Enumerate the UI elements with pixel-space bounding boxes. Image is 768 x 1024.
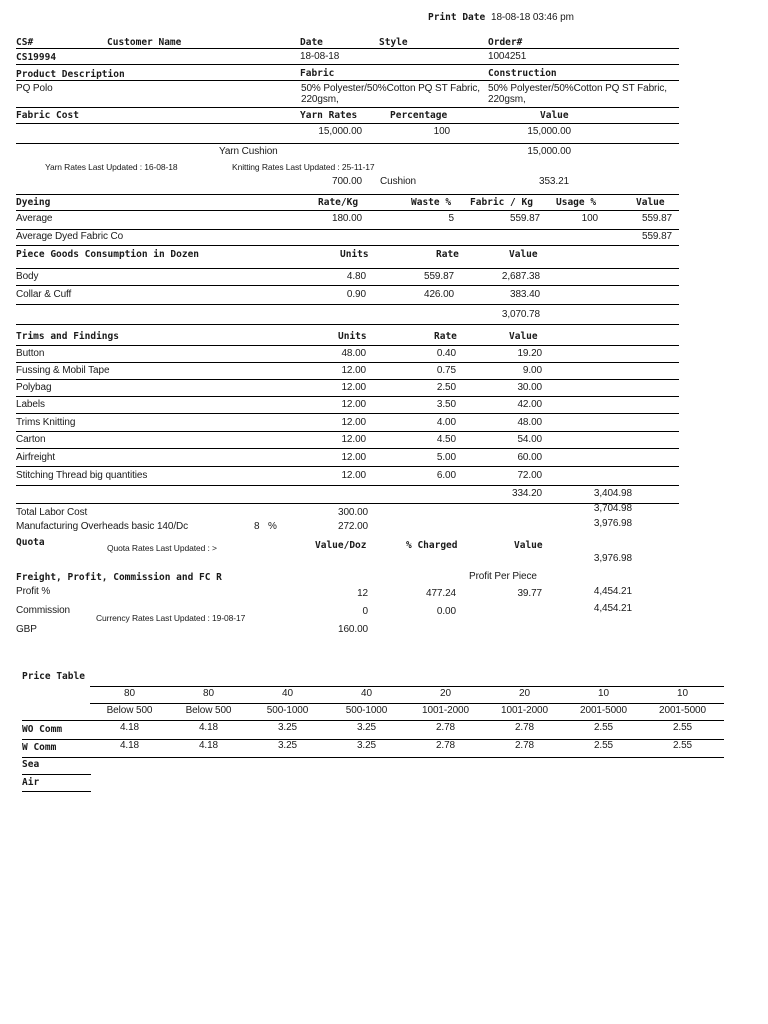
- currency-label: GBP: [16, 624, 37, 635]
- trim-row-value: 30.00: [517, 382, 542, 393]
- price-cell: 4.18: [198, 722, 219, 733]
- value-per-doz-label: Value/Doz: [315, 540, 367, 551]
- divider: [16, 345, 679, 346]
- yarn-cushion-value: 15,000.00: [527, 146, 571, 157]
- price-cell: 2.78: [514, 740, 535, 751]
- construction-label: Construction: [488, 68, 557, 79]
- price-cell: 2.55: [672, 722, 693, 733]
- trim-row-value: 60.00: [517, 452, 542, 463]
- price-range-header: Below 500: [185, 705, 232, 716]
- divider: [16, 245, 679, 246]
- trim-row-name: Button: [16, 348, 45, 359]
- consumption-row-value: 2,687.38: [501, 271, 540, 282]
- price-range-header: 2001-5000: [659, 705, 706, 716]
- consumption-row-rate: 426.00: [424, 289, 454, 300]
- fabric-value-line2: 220gsm,: [301, 94, 339, 105]
- trim-row-value: 72.00: [517, 470, 542, 481]
- percentage-label: Percentage: [390, 110, 448, 121]
- price-cell: 2.78: [435, 740, 456, 751]
- product-description-value: PQ Polo: [16, 83, 53, 94]
- quota-label: Quota: [16, 537, 45, 548]
- consumption-units-label: Units: [340, 249, 369, 260]
- avg-dyed-fabric-label: Average Dyed Fabric Co: [16, 231, 124, 242]
- overheads-percent-sign: %: [268, 521, 277, 532]
- commission-value: 0.00: [436, 606, 456, 617]
- cs-number: CS19994: [16, 52, 57, 63]
- price-range-header: 2001-5000: [580, 705, 627, 716]
- price-qty-header: 80: [203, 688, 214, 699]
- divider: [16, 80, 679, 81]
- trim-row-rate: 0.40: [436, 348, 456, 359]
- divider: [16, 362, 679, 363]
- trim-row-name: Airfreight: [16, 452, 56, 463]
- trims-units-label: Units: [338, 331, 367, 342]
- quota-running-total: 3,976.98: [593, 553, 632, 564]
- trim-row-units: 12.00: [341, 434, 366, 445]
- trim-row-rate: 6.00: [436, 470, 456, 481]
- trim-row-rate: 2.50: [436, 382, 456, 393]
- trims-total: 334.20: [512, 488, 542, 499]
- price-cell: 4.18: [119, 722, 140, 733]
- consumption-label: Piece Goods Consumption in Dozen: [16, 249, 200, 260]
- cushion-label: Cushion: [380, 176, 416, 187]
- consumption-row-rate: 559.87: [424, 271, 454, 282]
- fabric-label: Fabric: [300, 68, 335, 79]
- divider: [16, 485, 679, 486]
- divider: [16, 107, 679, 108]
- construction-value-line1: 50% Polyester/50%Cotton PQ ST Fabric,: [488, 83, 667, 94]
- divider: [16, 64, 679, 65]
- rate-per-kg-label: Rate/Kg: [318, 197, 359, 208]
- divider: [16, 431, 679, 432]
- dyeing-rate: 180.00: [332, 213, 362, 224]
- commission-percent-value: 0: [362, 606, 368, 617]
- divider: [22, 774, 91, 775]
- trims-label: Trims and Findings: [16, 331, 119, 342]
- overheads-label: Manufacturing Overheads basic 140/Dc: [16, 521, 189, 532]
- price-cell: 4.18: [119, 740, 140, 751]
- price-qty-header: 20: [440, 688, 451, 699]
- avg-dyed-fabric-value: 559.87: [642, 231, 672, 242]
- divider: [22, 720, 724, 721]
- price-row-label: W Comm: [22, 742, 57, 753]
- construction-value-line2: 220gsm,: [488, 94, 526, 105]
- trim-row-rate: 4.00: [436, 417, 456, 428]
- trim-row-name: Polybag: [16, 382, 52, 393]
- date-value: 18-08-18: [300, 51, 340, 62]
- commission-running-total: 4,454.21: [593, 603, 632, 614]
- overheads-value: 272.00: [338, 521, 368, 532]
- labor-label: Total Labor Cost: [16, 507, 88, 518]
- trim-row-value: 9.00: [522, 365, 542, 376]
- price-row-label: Air: [22, 777, 40, 788]
- divider: [16, 229, 679, 230]
- percent-charged-label: % Charged: [406, 540, 458, 551]
- trim-row-rate: 3.50: [436, 399, 456, 410]
- freight-label: Freight, Profit, Commission and FC R: [16, 572, 222, 583]
- profit-per-piece-value: 39.77: [517, 588, 542, 599]
- consumption-row-units: 4.80: [346, 271, 366, 282]
- yarn-cushion-label: Yarn Cushion: [219, 146, 278, 157]
- overheads-running-total: 3,976.98: [593, 518, 632, 529]
- consumption-value-label: Value: [509, 249, 538, 260]
- dyeing-usage: 100: [581, 213, 598, 224]
- trim-row-units: 12.00: [341, 399, 366, 410]
- price-cell: 4.18: [198, 740, 219, 751]
- price-qty-header: 80: [124, 688, 135, 699]
- yarn-rates-label: Yarn Rates: [300, 110, 358, 121]
- value-label: Value: [540, 110, 569, 121]
- divider: [22, 757, 724, 758]
- dyeing-waste: 5: [448, 213, 454, 224]
- commission-label: Commission: [16, 605, 71, 616]
- currency-rate-value: 160.00: [338, 624, 368, 635]
- divider: [16, 143, 679, 144]
- fabric-per-kg-label: Fabric / Kg: [470, 197, 533, 208]
- consumption-row-name: Collar & Cuff: [16, 289, 72, 300]
- dyeing-row-label: Average: [16, 213, 53, 224]
- knitting-value: 700.00: [332, 176, 362, 187]
- price-qty-header: 20: [519, 688, 530, 699]
- price-cell: 3.25: [277, 740, 298, 751]
- profit-value: 477.24: [426, 588, 456, 599]
- price-cell: 2.55: [593, 722, 614, 733]
- trim-row-rate: 0.75: [436, 365, 456, 376]
- dyeing-value: 559.87: [642, 213, 672, 224]
- price-range-header: 500-1000: [266, 705, 309, 716]
- dyeing-label: Dyeing: [16, 197, 51, 208]
- trim-row-value: 42.00: [517, 399, 542, 410]
- date-label: Date: [300, 37, 323, 48]
- yarn-rates-updated: Yarn Rates Last Updated : 16-08-18: [45, 162, 178, 172]
- consumption-row-value: 383.40: [510, 289, 540, 300]
- order-number: 1004251: [488, 51, 527, 62]
- trim-row-units: 12.00: [341, 452, 366, 463]
- print-date-value: 18-08-18 03:46 pm: [491, 12, 574, 23]
- trim-row-name: Stitching Thread big quantities: [16, 470, 148, 481]
- price-cell: 3.25: [277, 722, 298, 733]
- trim-row-value: 48.00: [517, 417, 542, 428]
- trim-row-name: Trims Knitting: [16, 417, 76, 428]
- print-date-label: Print Date: [428, 12, 486, 23]
- trims-value-label: Value: [509, 331, 538, 342]
- divider: [22, 791, 91, 792]
- divider: [16, 123, 679, 124]
- dyeing-fabric-kg: 559.87: [510, 213, 540, 224]
- currency-rates-updated: Currency Rates Last Updated : 19-08-17: [96, 613, 246, 623]
- fabric-cost-label: Fabric Cost: [16, 110, 79, 121]
- trim-row-name: Fussing & Mobil Tape: [16, 365, 110, 376]
- consumption-total: 3,070.78: [501, 309, 540, 320]
- price-cell: 2.55: [672, 740, 693, 751]
- quota-value-label: Value: [514, 540, 543, 551]
- trim-row-value: 19.20: [517, 348, 542, 359]
- price-cell: 2.78: [514, 722, 535, 733]
- divider: [90, 686, 724, 687]
- profit-percent-label: Profit %: [16, 586, 51, 597]
- divider: [16, 396, 679, 397]
- customer-name-label: Customer Name: [107, 37, 182, 48]
- divider: [16, 324, 679, 325]
- price-qty-header: 40: [361, 688, 372, 699]
- price-qty-header: 10: [598, 688, 609, 699]
- fabric-cost-value: 15,000.00: [527, 126, 571, 137]
- price-range-header: 500-1000: [345, 705, 388, 716]
- consumption-rate-label: Rate: [436, 249, 459, 260]
- quota-rates-updated: Quota Rates Last Updated : >: [107, 543, 217, 553]
- trim-row-units: 12.00: [341, 365, 366, 376]
- divider: [16, 413, 679, 414]
- divider: [16, 268, 679, 269]
- price-range-header: 1001-2000: [501, 705, 548, 716]
- trim-row-units: 48.00: [341, 348, 366, 359]
- labor-running-total: 3,704.98: [593, 503, 632, 514]
- profit-percent-value: 12: [357, 588, 368, 599]
- trim-row-units: 12.00: [341, 417, 366, 428]
- trim-row-rate: 5.00: [436, 452, 456, 463]
- divider: [90, 703, 724, 704]
- cs-label: CS#: [16, 37, 34, 48]
- percentage-value: 100: [433, 126, 450, 137]
- dyeing-value-label: Value: [636, 197, 665, 208]
- price-cell: 3.25: [356, 722, 377, 733]
- divider: [16, 304, 679, 305]
- profit-per-piece-label: Profit Per Piece: [469, 571, 537, 582]
- consumption-row-name: Body: [16, 271, 39, 282]
- trims-running-total: 3,404.98: [593, 488, 632, 499]
- price-range-header: Below 500: [106, 705, 153, 716]
- profit-running-total: 4,454.21: [593, 586, 632, 597]
- price-cell: 3.25: [356, 740, 377, 751]
- divider: [16, 285, 679, 286]
- divider: [16, 210, 679, 211]
- product-description-label: Product Description: [16, 69, 125, 80]
- price-table-title: Price Table: [22, 671, 85, 682]
- price-cell: 2.55: [593, 740, 614, 751]
- waste-label: Waste %: [411, 197, 452, 208]
- price-qty-header: 10: [677, 688, 688, 699]
- trims-rate-label: Rate: [434, 331, 457, 342]
- price-range-header: 1001-2000: [422, 705, 469, 716]
- style-label: Style: [379, 37, 408, 48]
- order-label: Order#: [488, 37, 523, 48]
- overheads-percent: 8: [254, 521, 260, 532]
- trim-row-value: 54.00: [517, 434, 542, 445]
- price-row-label: WO Comm: [22, 724, 63, 735]
- cushion-value: 353.21: [539, 176, 569, 187]
- knitting-rates-updated: Knitting Rates Last Updated : 25-11-17: [232, 162, 375, 172]
- trim-row-units: 12.00: [341, 470, 366, 481]
- usage-label: Usage %: [556, 197, 597, 208]
- trim-row-units: 12.00: [341, 382, 366, 393]
- price-qty-header: 40: [282, 688, 293, 699]
- yarn-rate-value: 15,000.00: [318, 126, 362, 137]
- labor-value: 300.00: [338, 507, 368, 518]
- divider: [16, 194, 679, 195]
- trim-row-name: Labels: [16, 399, 45, 410]
- price-row-label: Sea: [22, 759, 40, 770]
- price-cell: 2.78: [435, 722, 456, 733]
- divider: [16, 448, 679, 449]
- consumption-row-units: 0.90: [346, 289, 366, 300]
- divider: [16, 379, 679, 380]
- divider: [16, 466, 679, 467]
- trim-row-rate: 4.50: [436, 434, 456, 445]
- trim-row-name: Carton: [16, 434, 46, 445]
- divider: [16, 48, 679, 49]
- fabric-value-line1: 50% Polyester/50%Cotton PQ ST Fabric,: [301, 83, 480, 94]
